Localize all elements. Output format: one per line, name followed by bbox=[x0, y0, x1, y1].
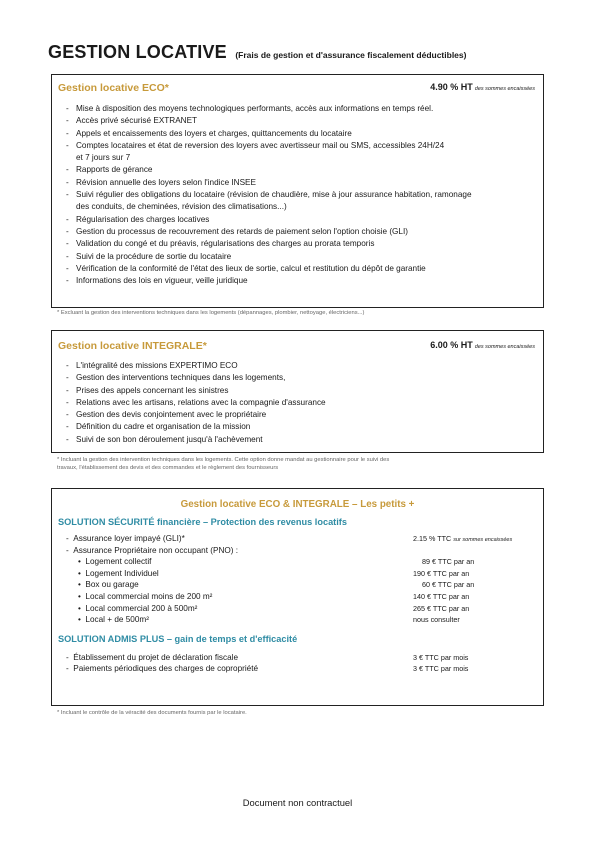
eco-rate-unit: des sommes encaissées bbox=[474, 86, 535, 92]
admis-row bbox=[52, 663, 543, 675]
pno-item-label: • Local commercial moins de 200 m² bbox=[78, 591, 213, 601]
gli-label: - Assurance loyer impayé (GLI)* bbox=[66, 534, 185, 543]
extras-title: Gestion locative ECO & INTEGRALE – Les petits + bbox=[180, 499, 415, 510]
extras-footnote: * Incluant le contrôle de la véracité des documents fournis par le locataire. bbox=[57, 710, 247, 716]
title-main: GESTION LOCATIVE bbox=[48, 42, 227, 62]
integrale-rate-value: 6.00 % HT bbox=[430, 340, 473, 350]
list-item: - Vérification de la conformité de l'état des lieux de sortie, calcul et restitution du dépôt de garantie bbox=[66, 263, 543, 275]
admis-price: 3 € TTC par mois bbox=[413, 652, 469, 662]
integrale-footnote bbox=[57, 457, 537, 472]
pno-item-row bbox=[52, 591, 543, 603]
pno-row bbox=[52, 545, 543, 557]
gli-label-text: Assurance loyer impayé (GLI)* bbox=[73, 534, 185, 543]
pno-item-label: • Box ou garage bbox=[78, 580, 139, 590]
gli-price-value: 2.15 % TTC bbox=[413, 534, 452, 543]
admis-price: 3 € TTC par mois bbox=[413, 664, 469, 674]
integrale-box bbox=[51, 330, 544, 453]
footer-disclaimer: Document non contractuel bbox=[242, 797, 353, 808]
admis-label: - Paiements périodiques des charges de copropriété bbox=[66, 664, 259, 674]
list-item: - Révision annuelle des loyers selon l'indice INSEE bbox=[66, 177, 543, 189]
eco-footnote: * Excluant la gestion des interventions techniques dans les logements (dépannages, plombier, nettoyage, électriciens...) bbox=[57, 310, 365, 316]
integrale-footnote-line: * Incluant la gestion des intervention techniques dans les logements. Cette option donne mandat au gestionnaire pour le suivi des bbox=[57, 457, 390, 463]
list-item: - Gestion des interventions techniques dans les logements, bbox=[66, 372, 543, 384]
pno-item-row bbox=[52, 603, 543, 615]
pno-item-text: Box ou garage bbox=[85, 580, 139, 590]
pno-item-label: • Local commercial 200 à 500m² bbox=[78, 603, 198, 613]
securite-list bbox=[52, 533, 543, 626]
pno-item-price: nous consulter bbox=[413, 615, 460, 625]
pno-item-row bbox=[52, 568, 543, 580]
list-item: - Suivi de la procédure de sortie du locataire bbox=[66, 251, 543, 263]
list-item: - Suivi régulier des obligations du locataire (révision de chaudière, mise à jour assurance habitation, ramonage bbox=[66, 189, 543, 201]
pno-label: - Assurance Propriétaire non occupant (PNO) : bbox=[66, 545, 239, 555]
pno-item-row bbox=[52, 579, 543, 591]
list-item: - Mise à disposition des moyens technologiques performants, accès aux informations en temps réel. bbox=[66, 103, 543, 115]
eco-list bbox=[52, 103, 543, 287]
list-item: - Relations avec les artisans, relations avec la compagnie d'assurance bbox=[66, 397, 543, 409]
list-item: - Suivi de son bon déroulement jusqu'à l'achèvement bbox=[66, 434, 543, 446]
list-item: - Comptes locataires et état de reversion des loyers avec avertisseur mail ou SMS, accessibles 24H/24 bbox=[66, 140, 543, 152]
pno-item-text: Logement Individuel bbox=[85, 568, 159, 578]
pno-item-price: 89 € TTC par an bbox=[422, 557, 475, 567]
list-item: - Accès privé sécurisé EXTRANET bbox=[66, 115, 543, 127]
pno-item-row bbox=[52, 614, 543, 626]
list-item: - Prises des appels concernant les sinistres bbox=[66, 385, 543, 397]
integrale-rate-unit: des sommes encaissées bbox=[474, 344, 535, 350]
integrale-list bbox=[52, 360, 543, 446]
eco-title: Gestion locative ECO* bbox=[58, 82, 169, 94]
admis-row bbox=[52, 652, 543, 664]
admis-title: SOLUTION ADMIS PLUS – gain de temps et d'efficacité bbox=[58, 633, 298, 644]
title-subtitle: (Frais de gestion et d'assurance fiscalement déductibles) bbox=[235, 50, 467, 60]
admis-label-text: Établissement du projet de déclaration fiscale bbox=[73, 652, 239, 662]
list-item: - Informations des lois en vigueur, veille juridique bbox=[66, 275, 543, 287]
gli-price-unit: sur sommes encaissées bbox=[453, 537, 513, 543]
integrale-title: Gestion locative INTEGRALE* bbox=[58, 340, 207, 352]
pno-label-text: Assurance Propriétaire non occupant (PNO) : bbox=[73, 545, 239, 555]
integrale-rate bbox=[430, 340, 535, 350]
pno-item-text: Local commercial moins de 200 m² bbox=[85, 591, 213, 601]
list-item: - Définition du cadre et organisation de la mission bbox=[66, 421, 543, 433]
list-item-continuation: et 7 jours sur 7 bbox=[76, 153, 131, 163]
list-item: - L'intégralité des missions EXPERTIMO ECO bbox=[66, 360, 543, 372]
extras-box bbox=[51, 488, 544, 706]
list-item: - Gestion des devis conjointement avec le propriétaire bbox=[66, 409, 543, 421]
admis-label: - Établissement du projet de déclaration fiscale bbox=[66, 652, 239, 662]
eco-rate bbox=[430, 82, 535, 92]
pno-item-price: 60 € TTC par an bbox=[422, 580, 475, 590]
list-item: - Rapports de gérance bbox=[66, 164, 543, 176]
pno-item-label: • Logement collectif bbox=[78, 557, 152, 567]
pno-item-price: 265 € TTC par an bbox=[413, 603, 470, 613]
eco-rate-value: 4.90 % HT bbox=[430, 82, 473, 92]
pno-item-text: Local commercial 200 à 500m² bbox=[85, 603, 198, 613]
eco-header bbox=[52, 82, 543, 96]
page-title bbox=[48, 42, 466, 63]
list-item: - Gestion du processus de recouvrement des retards de paiement selon l'option choisie (GLI) bbox=[66, 226, 543, 238]
eco-box bbox=[51, 74, 544, 308]
pno-item-text: Logement collectif bbox=[85, 557, 152, 567]
admis-list bbox=[52, 652, 543, 675]
securite-title: SOLUTION SÉCURITÉ financière – Protection des revenus locatifs bbox=[58, 517, 347, 527]
pno-item-label: • Local + de 500m² bbox=[78, 615, 149, 625]
pno-item-price: 190 € TTC par an bbox=[413, 568, 470, 578]
list-item: - Appels et encaissements des loyers et charges, quittancements du locataire bbox=[66, 128, 543, 140]
pno-item-row bbox=[52, 556, 543, 568]
admis-label-text: Paiements périodiques des charges de copropriété bbox=[73, 664, 259, 674]
pno-item-price: 140 € TTC par an bbox=[413, 591, 470, 601]
integrale-header bbox=[52, 340, 543, 354]
pno-item-text: Local + de 500m² bbox=[85, 615, 149, 625]
integrale-footnote-line: travaux, l'établissement des devis et des commandes et le règlement des fournisseurs bbox=[57, 464, 279, 471]
pno-item-label: • Logement Individuel bbox=[78, 568, 159, 578]
gli-row bbox=[52, 533, 543, 545]
list-item-continuation: des conduits, de cheminées, révision des climatisations...) bbox=[76, 202, 287, 212]
list-item: - Régularisation des charges locatives bbox=[66, 214, 543, 226]
list-item: - Validation du congé et du préavis, régularisations des charges au prorata temporis bbox=[66, 238, 543, 250]
